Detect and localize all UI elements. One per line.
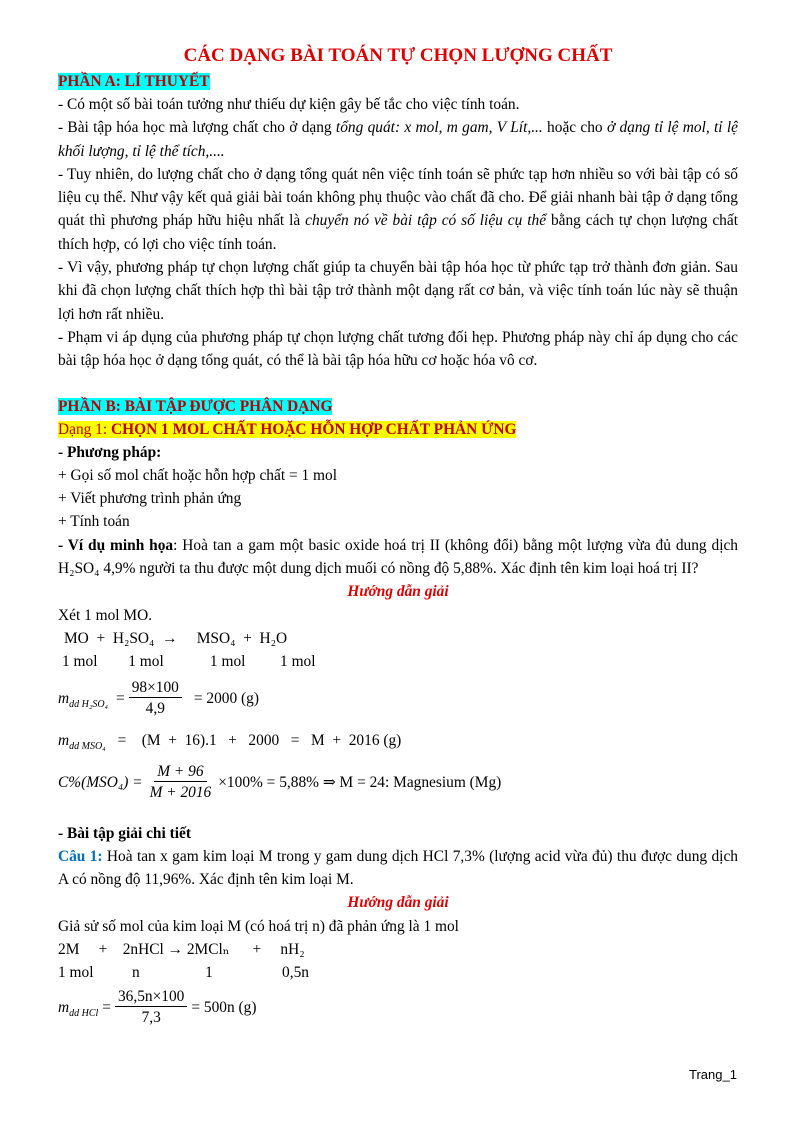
- example-paragraph: [58, 534, 738, 581]
- example-label: - Ví dụ minh họa: [58, 536, 174, 554]
- question-1-mole-row: 1 mol n 1 0,5n: [58, 964, 309, 982]
- text-run: bằng cách tự chọn lượng chất thích hợp, có lợi cho việc tính toán.: [58, 212, 738, 253]
- detail-label: - Bài tập giải chi tiết: [58, 824, 191, 842]
- formula-symbol: m: [58, 731, 70, 749]
- spacer: [58, 373, 738, 395]
- fraction-numerator: M + 96: [154, 762, 206, 782]
- formula-mass-mso4: [58, 722, 738, 760]
- example-equation: MO + H₂SO₄ → MSO₄ + H₂O: [64, 629, 288, 647]
- formula-symbol: m: [58, 998, 70, 1016]
- method-step-2: + Viết phương trình phản ứng: [58, 490, 242, 508]
- part-b-heading: PHẦN B: BÀI TẬP ĐƯỢC PHÂN DẠNG: [58, 397, 333, 415]
- example-text: : Hoà tan a gam một basic oxide hoá trị II (không đổi) bằng một lượng vừa đủ dung dịch H₂SO₄ 4,9% người ta thu được một dung dịch muối có nồng độ 5,88%. Xác định tên kim loại hoá trị II?: [58, 536, 738, 578]
- example-mole-row: 1 mol 1 mol 1 mol 1 mol: [62, 653, 316, 671]
- text-run: chuyển nó về bài tập có số liệu cụ thể: [305, 212, 547, 230]
- dang-title: CHỌN 1 MOL CHẤT HOẶC HỖN HỢP CHẤT PHẢN ỨNG: [111, 420, 517, 438]
- question-label: Câu 1:: [58, 847, 103, 865]
- part-a-heading: PHẦN A: LÍ THUYẾT: [58, 73, 210, 90]
- page-number: Trang_1: [689, 1067, 737, 1082]
- document-page: [58, 42, 738, 1031]
- method-step-1: + Gọi số mol chất hoặc hỗn hợp chất = 1 mol: [58, 466, 337, 484]
- text-run: - Bài tập hóa học mà lượng chất cho ở dạng: [58, 119, 336, 137]
- formula-subscript: dd HCl: [69, 1007, 99, 1019]
- part-a-p1: - Có một số bài toán tưởng như thiếu dự kiện gây bế tắc cho việc tính toán.: [58, 96, 520, 113]
- method-step-3: + Tính toán: [58, 513, 130, 531]
- dang-prefix: Dạng 1:: [58, 420, 112, 438]
- part-a-p3: [58, 163, 738, 256]
- formula-mass-h2so4: [58, 676, 738, 722]
- fraction: [115, 987, 187, 1029]
- method-label: - Phương pháp:: [58, 443, 162, 461]
- fraction-denominator: 4,9: [145, 699, 165, 717]
- formula-lhs: C%(MSO₄) =: [58, 773, 143, 791]
- page-title: CÁC DẠNG BÀI TOÁN TỰ CHỌN LƯỢNG CHẤT: [183, 45, 613, 66]
- fraction-denominator: 7,3: [141, 1008, 161, 1026]
- formula-result: = 500n (g): [191, 998, 257, 1016]
- formula-conclusion: : Magnesium (Mg): [385, 773, 502, 791]
- fraction-numerator: 36,5n×100: [115, 987, 187, 1007]
- formula-subscript: dd MSO₄: [69, 740, 106, 752]
- equals-sign: =: [116, 689, 125, 707]
- question-1: [58, 845, 738, 892]
- formula-result: ×100% = 5,88% ⇒ M = 24: [218, 773, 386, 791]
- part-a-p2: [58, 116, 738, 163]
- fraction: [147, 762, 215, 804]
- text-run: ở dạng tỉ lệ mol, tỉ lệ khối lượng, tỉ lệ thể tích,....: [58, 119, 738, 160]
- text-run: - Tuy nhiên, do lượng chất cho ở dạng tổng quát nên việc tính toán sẽ phức tạp hơn nhiều so với bài tập có số liệu cụ thể. Như vậy kết quả giải bài toán không phụ thuộc vào chất đã cho. Để giải nhanh bài tập ở dạng tổng quát thì phương pháp hữu hiệu nhất là: [58, 165, 738, 230]
- part-a-p5: - Phạm vi áp dụng của phương pháp tự chọn lượng chất tương đối hẹp. Phương pháp này chỉ áp dụng cho các bài tập hóa học ở dạng tổng quát, có thể là bài tập hóa hữu cơ hoặc hóa vô cơ.: [58, 328, 738, 370]
- question-text: Hoà tan x gam kim loại M trong y gam dung dịch HCl 7,3% (lượng acid vừa đủ) thu được dung dịch A có nồng độ 11,96%. Xác định tên kim loại M.: [58, 847, 738, 889]
- question-1-step-1: Giả sử số mol của kim loại M (có hoá trị n) đã phản ứng là 1 mol: [58, 917, 459, 935]
- formula-concentration: [58, 760, 738, 806]
- text-run: tổng quát: x mol, m gam, V Lít,...: [335, 119, 543, 137]
- formula-result: = (M + 16).1 + 2000 = M + 2016 (g): [117, 731, 402, 749]
- guide-heading: Hướng dẫn giải: [347, 894, 449, 912]
- fraction-numerator: 98×100: [129, 678, 182, 698]
- formula-subscript: dd H₂SO₄: [69, 698, 109, 710]
- fraction-denominator: M + 2016: [149, 783, 212, 801]
- formula-symbol: m: [58, 689, 70, 707]
- question-1-equation: 2M + 2nHCl → 2MClₙ + nH₂: [58, 941, 305, 959]
- dang-1-heading: [58, 418, 738, 441]
- example-step-1: Xét 1 mol MO.: [58, 606, 153, 624]
- fraction: [129, 678, 182, 720]
- equals-sign: =: [102, 998, 111, 1016]
- spacer: [58, 806, 738, 822]
- part-a-p4: - Vì vậy, phương pháp tự chọn lượng chất giúp ta chuyển bài tập hóa học từ phức tạp trở thành đơn giản. Sau khi đã chọn lượng chất thích hợp thì bài tập trở thành một dạng rất cơ bản, và việc tính toán lúc này sẽ thuận lợi hơn rất nhiều.: [58, 259, 738, 323]
- formula-mass-hcl: [58, 985, 738, 1031]
- text-run: hoặc cho: [542, 119, 607, 137]
- formula-result: = 2000 (g): [193, 689, 259, 707]
- guide-heading: Hướng dẫn giải: [347, 583, 449, 601]
